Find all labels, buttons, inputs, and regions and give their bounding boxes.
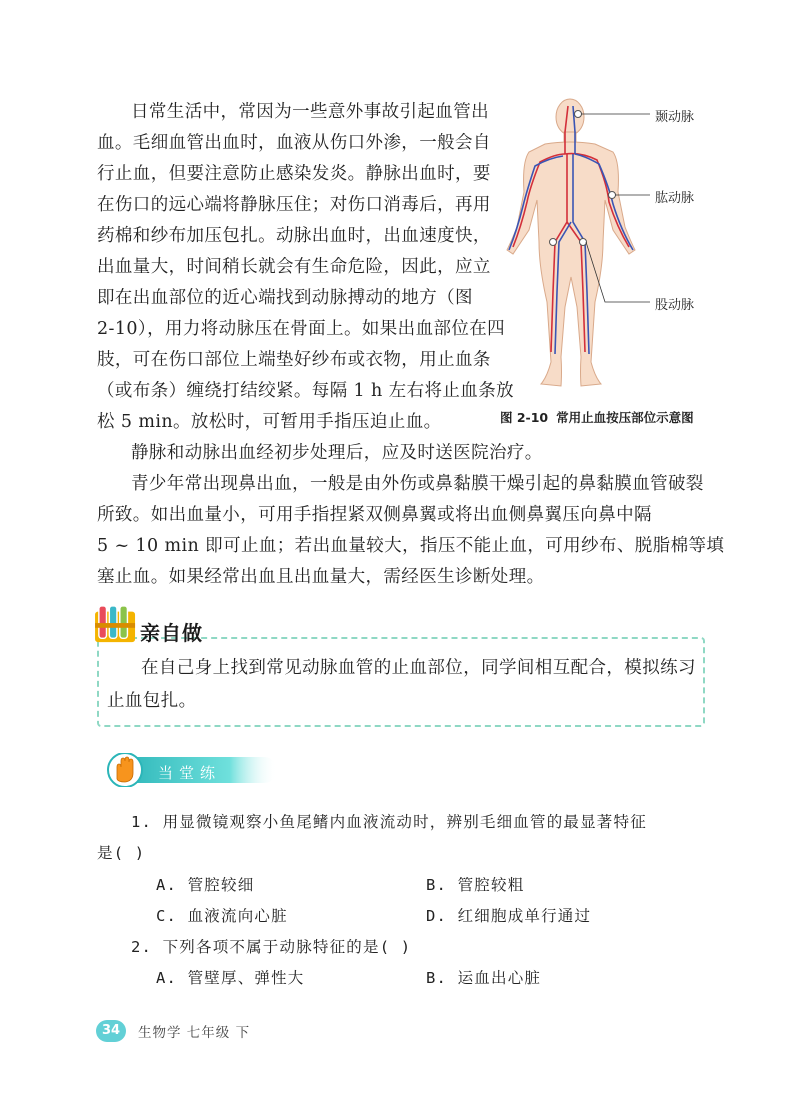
question-1-cont: 是( ) <box>97 844 146 862</box>
book-title: 生物学 七年级 下 <box>138 1025 251 1041</box>
figure-number: 图 2-10 <box>500 410 549 425</box>
body-text-line: （或布条）缠绕打结绞紧。每隔 1 h 左右将止血条放 <box>97 381 514 401</box>
body-text-line: 行止血，但要注意防止感染发炎。静脉出血时，要 <box>97 164 491 184</box>
body-text-line: 血。毛细血管出血时，血液从伤口外渗，一般会自 <box>97 133 491 153</box>
body-text-line: 2-10），用力将动脉压在骨面上。如果出血部位在四 <box>97 319 506 339</box>
label-temporal-artery: 颞动脉 <box>655 110 695 125</box>
body-text-line: 松 5 min。放松时，可暂用手指压迫止血。 <box>97 412 442 432</box>
body-text-line: 塞止血。如果经常出血且出血量大，需经医生诊断处理。 <box>97 567 545 587</box>
body-text-line: 5 ~ 10 min 即可止血；若出血量较大，指压不能止血，可用纱布、脱脂棉等填 <box>97 536 725 556</box>
activity-text-line: 止血包扎。 <box>107 691 197 711</box>
label-femoral-artery: 股动脉 <box>655 298 695 313</box>
practice-title: 当堂练 <box>158 764 222 782</box>
activity-title: 亲自做 <box>140 621 203 645</box>
body-text-line: 肢，可在伤口部位上端垫好纱布或衣物，用止血条 <box>97 350 491 370</box>
body-text-line: 日常生活中，常因为一些意外事故引起血管出 <box>131 102 489 122</box>
body-figure <box>485 92 710 402</box>
question-2-option-b: B. 运血出心脏 <box>426 969 542 987</box>
human-body-illustration <box>485 92 710 402</box>
activity-text-line: 在自己身上找到常见动脉血管的止血部位，同学间相互配合，模拟练习 <box>141 658 696 678</box>
question-2: 2. 下列各项不属于动脉特征的是( ) <box>131 938 412 956</box>
question-1: 1. 用显微镜观察小鱼尾鳍内血液流动时，辨别毛细血管的最显著特征 <box>131 813 647 831</box>
figure-caption-text: 常用止血按压部位示意图 <box>556 410 694 425</box>
question-1-option-d: D. 红细胞成单行通过 <box>426 907 592 925</box>
question-1-option-c: C. 血液流向心脏 <box>156 907 288 925</box>
question-2-option-a: A. 管壁厚、弹性大 <box>156 969 305 987</box>
label-brachial-artery: 肱动脉 <box>655 191 695 206</box>
body-text-line: 所致。如出血量小，可用手指捏紧双侧鼻翼或将出血侧鼻翼压向鼻中隔 <box>97 505 652 525</box>
page-number: 34 <box>96 1020 126 1042</box>
body-text-line: 即在出血部位的近心端找到动脉搏动的地方（图 <box>97 288 473 308</box>
question-1-option-a: A. 管腔较细 <box>156 876 255 894</box>
body-text-line: 在伤口的远心端将静脉压住；对伤口消毒后，再用 <box>97 195 491 215</box>
test-tubes-icon <box>92 604 140 644</box>
figure-caption <box>500 408 702 426</box>
body-text-line: 药棉和纱布加压包扎。动脉出血时，出血速度快， <box>97 226 491 246</box>
body-text-line: 出血量大，时间稍长就会有生命危险，因此，应立 <box>97 257 491 277</box>
activity-box <box>97 637 705 727</box>
body-text-line: 静脉和动脉出血经初步处理后，应及时送医院治疗。 <box>131 443 543 463</box>
body-text-line: 青少年常出现鼻出血，一般是由外伤或鼻黏膜干燥引起的鼻黏膜血管破裂 <box>131 474 704 494</box>
question-1-option-b: B. 管腔较粗 <box>426 876 525 894</box>
